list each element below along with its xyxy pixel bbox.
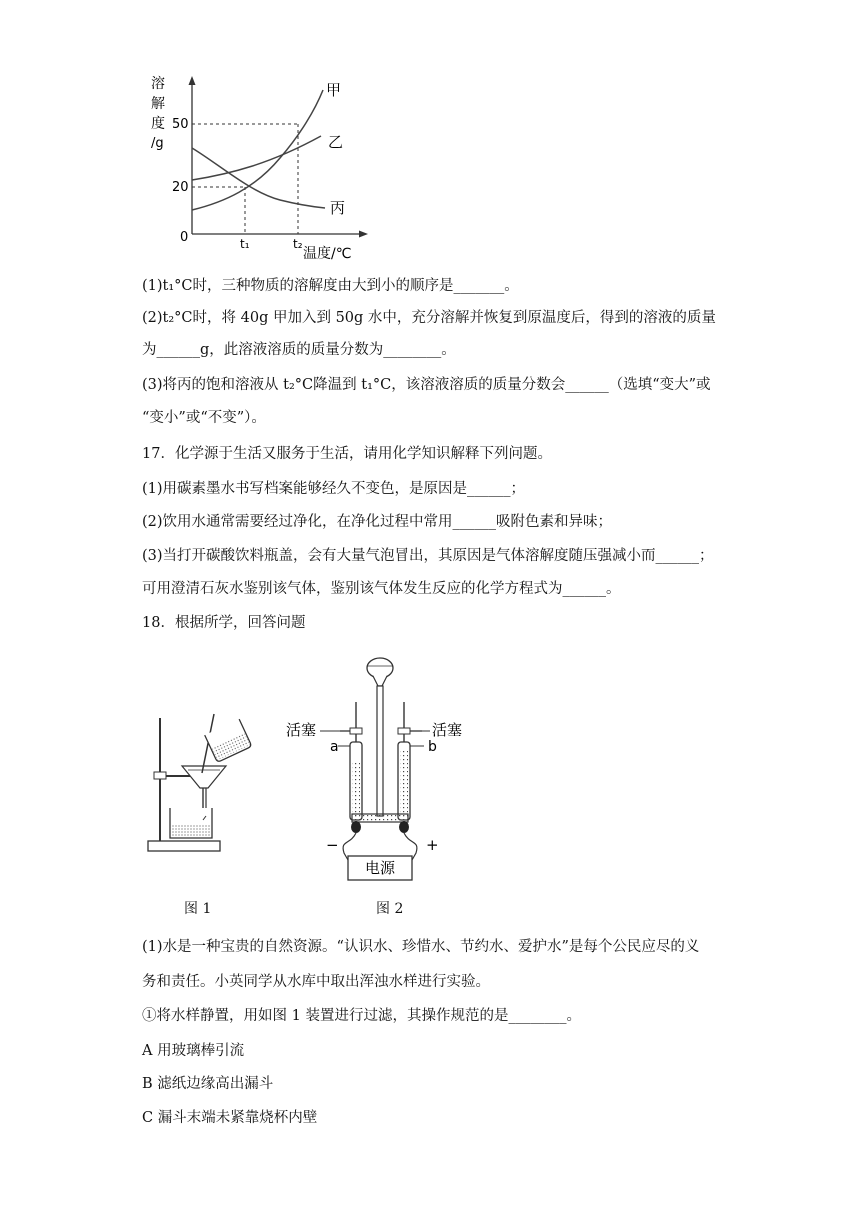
y-axis-label-2: 解 <box>151 96 165 112</box>
series-label-yi: 乙 <box>328 133 344 151</box>
q16-part2-line1: (2)t₂°C时，将 40g 甲加入到 50g 水中，充分溶解并恢复到原温度后，得到的溶液的质量 <box>142 310 716 326</box>
plus-terminal: + <box>426 836 439 854</box>
x-axis-label: 温度/℃ <box>303 246 352 262</box>
y-axis-label-4: /g <box>151 136 164 151</box>
figure-2-electrolysis <box>282 650 482 885</box>
stopcock-left-label: 活塞 <box>286 721 317 739</box>
reservoir-bulb <box>367 658 393 678</box>
q18-part1-line2: 务和责任。小英同学从水库中取出浑浊水样进行实验。 <box>142 974 490 990</box>
connecting-tube <box>352 814 408 822</box>
q18-part1-question: ①将水样静置，用如图 1 装置进行过滤，其操作规范的是________。 <box>142 1008 581 1024</box>
y-axis-label-1: 溶 <box>151 76 165 92</box>
q18-option-c: C 漏斗末端未紧靠烧杯内壁 <box>142 1110 318 1126</box>
y-axis-arrow <box>189 76 196 85</box>
curve-yi <box>192 136 321 180</box>
q18-part1-line1: (1)水是一种宝贵的自然资源。“认识水、珍惜水、节约水、爱护水”是每个公民应尽的义 <box>142 939 700 955</box>
minus-terminal: − <box>326 836 339 854</box>
y-axis-label-3: 度 <box>151 116 165 132</box>
beaker-liquid <box>172 824 210 837</box>
tube-b-label: b <box>428 739 437 755</box>
q16-part3-line1: (3)将丙的饱和溶液从 t₂°C降温到 t₁°C，该溶液溶质的质量分数会______（选填“变大”或 <box>142 377 711 393</box>
figure-2-caption: 图 2 <box>376 901 404 917</box>
stopcock-left-valve <box>350 728 362 734</box>
y-tick-0: 0 <box>180 230 189 245</box>
curve-jia <box>192 90 323 210</box>
y-tick-50: 50 <box>172 117 189 132</box>
q18-option-b: B 滤纸边缘高出漏斗 <box>142 1076 274 1092</box>
q16-part1: (1)t₁°C时，三种物质的溶解度由大到小的顺序是_______。 <box>142 278 519 294</box>
x-tick-t2: t₂ <box>293 237 303 251</box>
q18-title: 18．根据所学，回答问题 <box>142 615 306 631</box>
x-tick-t1: t₁ <box>240 237 250 251</box>
q17-part2: (2)饮用水通常需要经过净化，在净化过程中常用______吸附色素和异味； <box>142 514 613 530</box>
stand-base <box>148 841 220 851</box>
series-label-jia: 甲 <box>326 81 342 99</box>
y-tick-20: 20 <box>172 180 189 195</box>
q17-part1: (1)用碳素墨水书写档案能够经久不变色，是原因是______； <box>142 481 526 497</box>
power-supply-label: 电源 <box>364 859 396 877</box>
solubility-chart <box>140 70 500 265</box>
figure-1-caption: 图 1 <box>184 901 212 917</box>
q18-option-a: A 用玻璃棒引流 <box>142 1043 245 1059</box>
q16-part2-line2: 为______g，此溶液溶质的质量分数为________。 <box>142 342 456 358</box>
q17-part3-line1: (3)当打开碳酸饮料瓶盖，会有大量气泡冒出，其原因是气体溶解度随压强减小而______； <box>142 548 714 564</box>
stopcock-right-label: 活塞 <box>432 721 463 739</box>
electrode-right <box>399 821 409 833</box>
q17-part3-line2: 可用澄清石灰水鉴别该气体，鉴别该气体发生反应的化学方程式为______。 <box>142 581 621 597</box>
q17-title: 17．化学源于生活又服务于生活，请用化学知识解释下列问题。 <box>142 446 552 462</box>
electrode-left <box>351 821 361 833</box>
curve-bing <box>192 148 325 208</box>
stopcock-right-valve <box>398 728 410 734</box>
series-label-bing: 丙 <box>330 199 346 217</box>
center-tube <box>377 686 383 816</box>
x-axis-arrow <box>359 231 368 238</box>
q16-part3-line2: “变小”或“不变”）。 <box>142 410 266 426</box>
tube-a-label: a <box>330 739 339 755</box>
clamp <box>154 772 166 779</box>
figure-1-filtration <box>142 648 252 858</box>
